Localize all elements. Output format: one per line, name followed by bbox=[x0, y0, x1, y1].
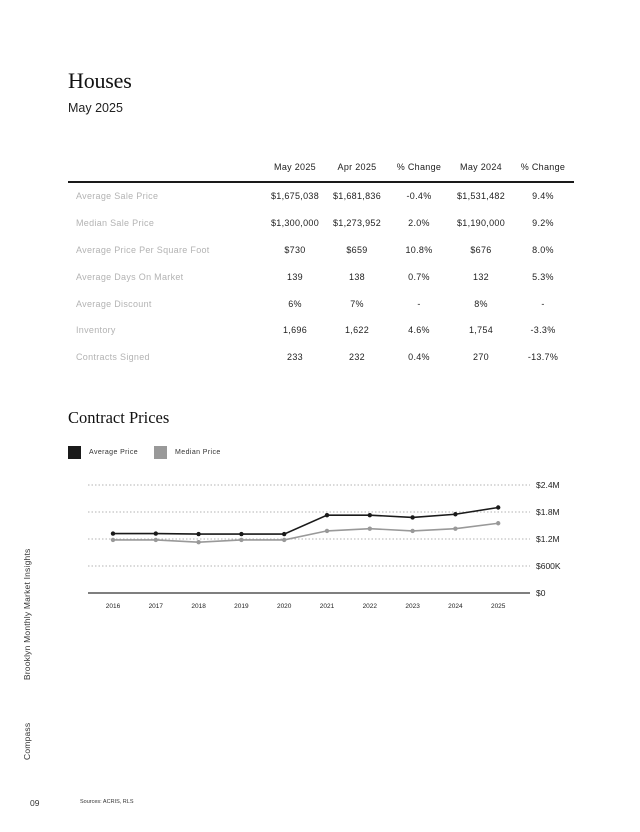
contract-prices-chart bbox=[60, 470, 580, 620]
y-tick-label: $0 bbox=[536, 588, 546, 598]
table-row bbox=[68, 290, 574, 317]
data-point bbox=[154, 538, 158, 542]
x-tick-label: 2023 bbox=[405, 603, 420, 610]
y-tick-label: $1.2M bbox=[536, 534, 560, 544]
data-point bbox=[111, 531, 115, 535]
table-cell: 1,622 bbox=[344, 325, 370, 336]
brand-label: Compass bbox=[22, 722, 32, 760]
table-cell: 132 bbox=[473, 271, 489, 282]
table-cell: 0.7% bbox=[408, 271, 430, 282]
table-cell: 10.8% bbox=[405, 244, 433, 255]
table-cell: -0.4% bbox=[406, 191, 432, 202]
table-cell: 138 bbox=[349, 271, 365, 282]
legend-item-median bbox=[154, 446, 221, 459]
table-row bbox=[68, 210, 574, 237]
row-label: Inventory bbox=[76, 325, 116, 336]
data-point bbox=[368, 513, 372, 517]
column-header: May 2025 bbox=[264, 157, 326, 182]
table-cell: $1,675,038 bbox=[270, 191, 320, 202]
legend-label: Median Price bbox=[175, 449, 221, 456]
table-cell: $1,531,482 bbox=[456, 191, 506, 202]
row-label: Contracts Signed bbox=[76, 352, 150, 363]
y-tick-label: $600K bbox=[536, 561, 561, 571]
table-cell: $1,273,952 bbox=[332, 218, 382, 229]
data-point bbox=[196, 540, 200, 544]
side-label bbox=[22, 549, 32, 760]
table-cell: $659 bbox=[346, 244, 368, 255]
table-cell: $1,190,000 bbox=[456, 218, 506, 229]
x-tick-label: 2016 bbox=[105, 603, 121, 610]
x-tick-label: 2018 bbox=[191, 603, 206, 610]
x-tick-label: 2024 bbox=[448, 603, 463, 610]
data-point bbox=[239, 532, 243, 536]
table-cell: 1,754 bbox=[468, 325, 494, 336]
table-cell: 8.0% bbox=[532, 244, 554, 255]
table-cell: 7% bbox=[350, 298, 364, 309]
table-cell: 2.0% bbox=[408, 218, 430, 229]
data-point bbox=[111, 538, 115, 542]
table-row bbox=[68, 182, 574, 210]
x-tick-label: 2020 bbox=[276, 603, 292, 610]
table-cell: 9.2% bbox=[532, 218, 554, 229]
table-cell: 139 bbox=[287, 271, 303, 282]
data-point bbox=[453, 512, 457, 516]
table-row bbox=[68, 263, 574, 290]
x-tick-label: 2019 bbox=[234, 603, 249, 610]
sources-note: Sources: ACRIS, RLS bbox=[80, 799, 134, 805]
x-tick-label: 2025 bbox=[490, 603, 506, 610]
y-tick-label: $2.4M bbox=[536, 480, 560, 490]
table-cell: $730 bbox=[284, 244, 306, 255]
table-cell: - bbox=[541, 298, 545, 309]
report-label: Brooklyn Monthly Market Insights bbox=[22, 548, 32, 681]
page-subtitle: May 2025 bbox=[68, 101, 123, 115]
table-cell: -3.3% bbox=[530, 325, 556, 336]
table-row bbox=[68, 317, 574, 344]
page-title: Houses bbox=[68, 68, 132, 93]
table-cell: 0.4% bbox=[408, 352, 430, 363]
row-label: Average Price Per Square Foot bbox=[76, 244, 210, 255]
table-cell: $676 bbox=[470, 244, 492, 255]
x-tick-label: 2021 bbox=[319, 603, 335, 610]
data-point bbox=[410, 515, 414, 519]
table-cell: $1,681,836 bbox=[332, 191, 382, 202]
table-cell: 5.3% bbox=[532, 271, 554, 282]
market-stats-table bbox=[68, 157, 574, 371]
table-cell: - bbox=[417, 298, 421, 309]
data-point bbox=[154, 531, 158, 535]
table-cell: $1,300,000 bbox=[270, 218, 320, 229]
data-point bbox=[410, 529, 414, 533]
row-label: Average Days On Market bbox=[76, 271, 184, 282]
table-cell: 6% bbox=[288, 298, 302, 309]
data-point bbox=[282, 538, 286, 542]
legend-label: Average Price bbox=[89, 449, 139, 456]
table-cell: 232 bbox=[349, 352, 365, 363]
chart-legend bbox=[68, 446, 237, 459]
column-header bbox=[68, 157, 264, 182]
data-point bbox=[496, 505, 500, 509]
legend-swatch-average bbox=[68, 446, 81, 459]
table-row bbox=[68, 237, 574, 264]
table-cell: 4.6% bbox=[408, 325, 430, 336]
data-point bbox=[325, 529, 329, 533]
row-label: Average Discount bbox=[76, 298, 152, 309]
column-header: % Change bbox=[512, 157, 574, 182]
legend-item-average bbox=[68, 446, 138, 459]
data-point bbox=[282, 532, 286, 536]
data-point bbox=[239, 538, 243, 542]
column-header: % Change bbox=[388, 157, 450, 182]
data-point bbox=[196, 532, 200, 536]
column-header: Apr 2025 bbox=[326, 157, 388, 182]
table-cell: 233 bbox=[287, 352, 303, 363]
data-point bbox=[325, 513, 329, 517]
section-title: Contract Prices bbox=[68, 408, 170, 427]
table-cell: 8% bbox=[474, 298, 488, 309]
table-cell: 9.4% bbox=[532, 191, 554, 202]
y-tick-label: $1.8M bbox=[536, 507, 560, 517]
data-point bbox=[368, 526, 372, 530]
table-cell: 1,696 bbox=[282, 325, 308, 336]
legend-swatch-median bbox=[154, 446, 167, 459]
table-cell: -13.7% bbox=[527, 352, 559, 363]
data-point bbox=[496, 521, 500, 525]
row-label: Average Sale Price bbox=[76, 191, 159, 202]
data-point bbox=[453, 526, 457, 530]
table-header-row bbox=[68, 157, 574, 182]
x-tick-label: 2017 bbox=[148, 603, 164, 610]
row-label: Median Sale Price bbox=[76, 218, 155, 229]
x-tick-label: 2022 bbox=[362, 603, 378, 610]
table-row bbox=[68, 344, 574, 371]
page-number: 09 bbox=[30, 798, 40, 808]
column-header: May 2024 bbox=[450, 157, 512, 182]
table-cell: 270 bbox=[473, 352, 489, 363]
